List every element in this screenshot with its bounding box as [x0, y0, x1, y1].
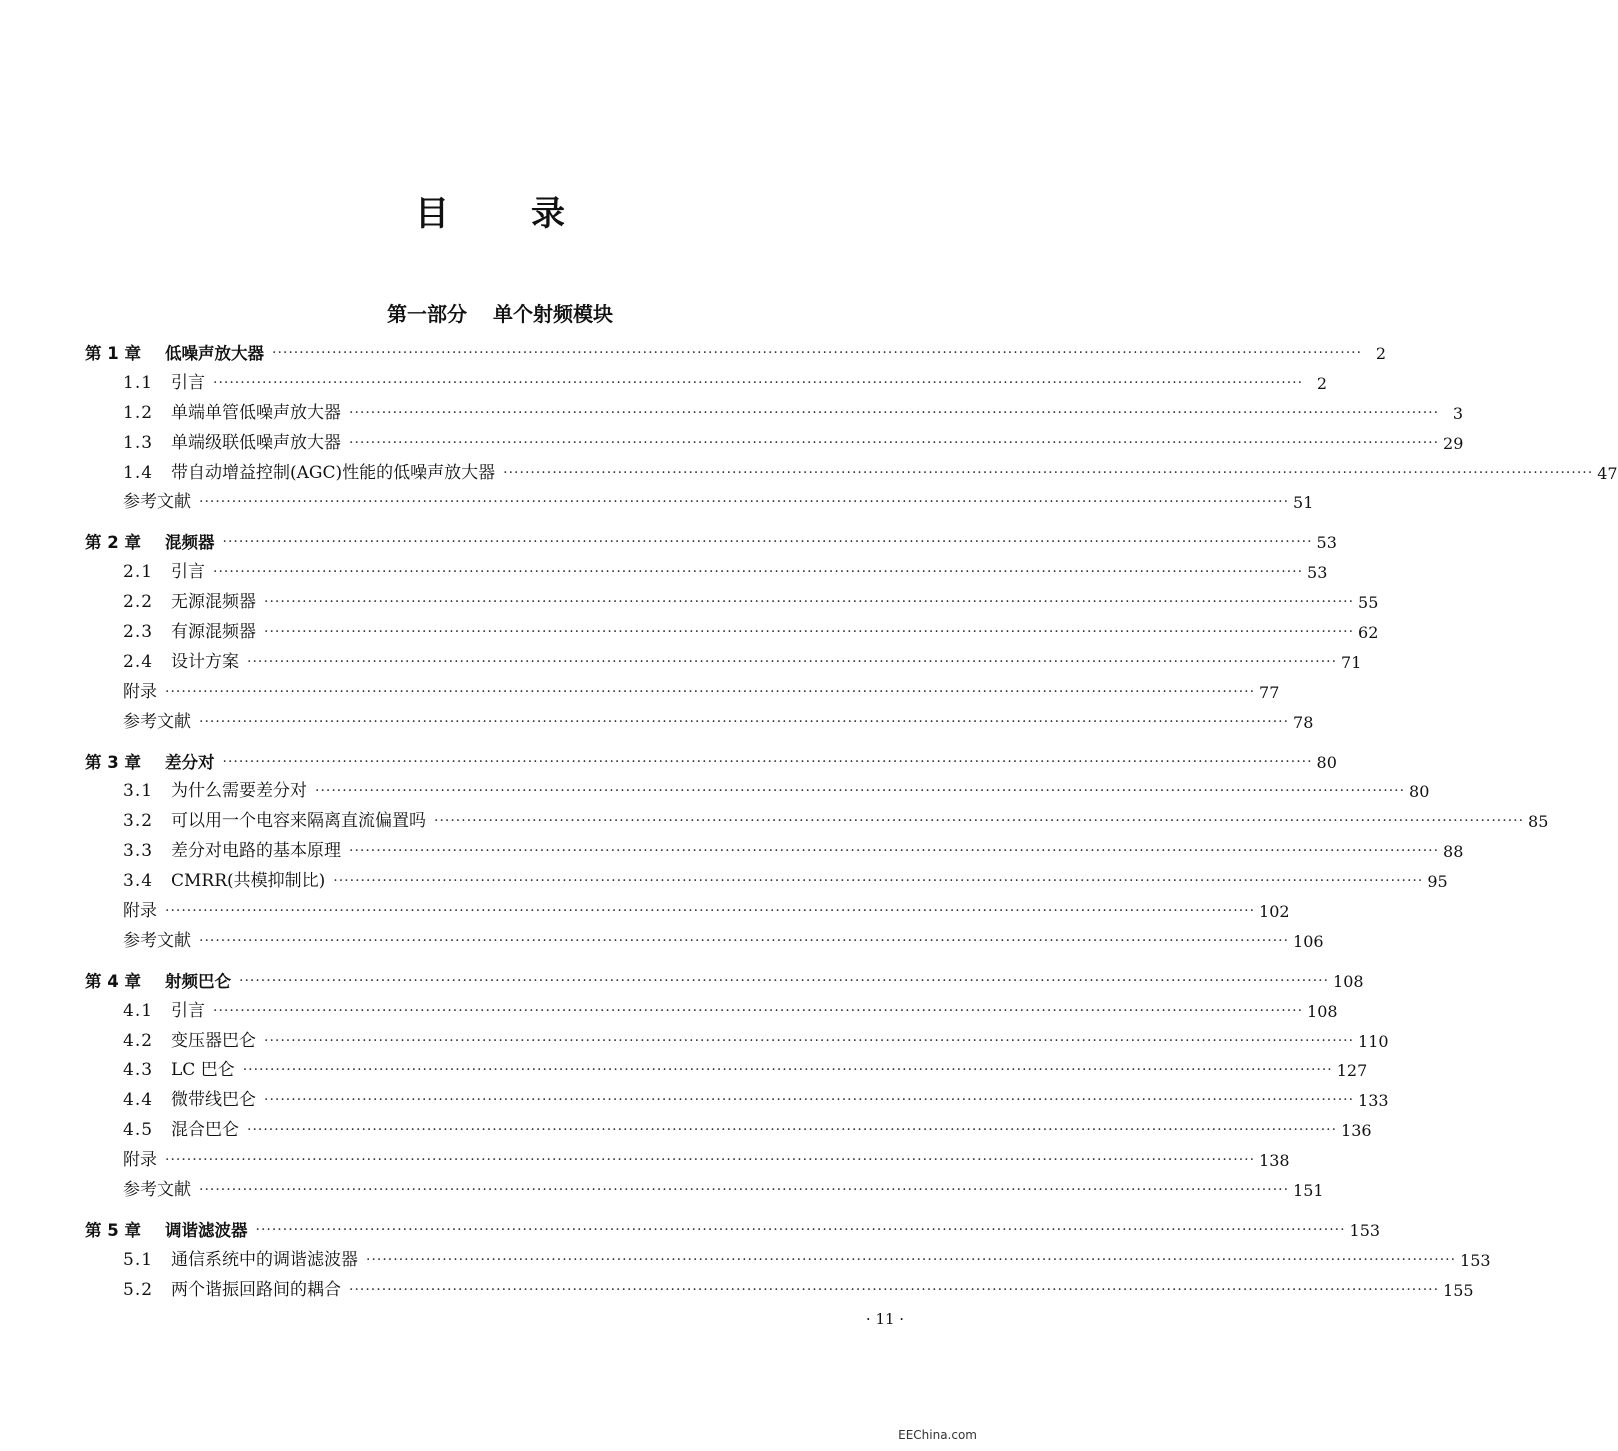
toc-entry-page: 85 — [1528, 812, 1549, 832]
toc-entry-title: 单端级联低噪声放大器 — [171, 432, 341, 453]
toc-entry-page: 133 — [1358, 1091, 1389, 1111]
toc-dot-leader: ········································································································································································································ — [255, 1221, 1346, 1238]
toc-dot-leader: ········································································································································································································ — [222, 753, 1313, 770]
toc-dot-leader: ········································································································································································································ — [349, 843, 1440, 860]
toc-entry-page: 53 — [1307, 563, 1328, 583]
toc-dot-leader: ········································································································································································································ — [199, 1182, 1290, 1199]
toc-entry-row[interactable] — [85, 708, 1314, 738]
toc-entry-row[interactable] — [85, 488, 1314, 518]
toc-entry-title: 变压器巴仑 — [171, 1030, 256, 1051]
toc-dot-leader: ········································································································································································································ — [213, 564, 1304, 581]
page-number: · 11 · — [865, 1310, 905, 1328]
toc-dot-leader: ········································································································································································································ — [247, 653, 1338, 670]
toc-entry-row[interactable] — [85, 897, 1290, 927]
toc-entry-page: 71 — [1341, 652, 1362, 672]
toc-entry-row[interactable] — [85, 777, 1430, 807]
toc-entry-number: 3.4 — [123, 871, 154, 892]
toc-entry-page: 95 — [1427, 872, 1448, 892]
toc-entry-row[interactable] — [85, 997, 1338, 1027]
table-of-contents — [85, 339, 1618, 1306]
toc-entry-page: 2 — [1375, 343, 1387, 363]
toc-dot-leader: ········································································································································································································ — [239, 972, 1330, 989]
toc-entry-row[interactable] — [85, 927, 1324, 957]
toc-entry-number: 第 4 章 — [85, 971, 141, 991]
toc-entry-page: 77 — [1259, 682, 1280, 702]
toc-dot-leader: ········································································································································································································ — [264, 1092, 1355, 1109]
toc-entry-number: 4.4 — [123, 1090, 154, 1111]
toc-chapter-row[interactable] — [85, 748, 1337, 778]
toc-entry-page: 151 — [1293, 1181, 1324, 1201]
toc-entry-title: 附录 — [123, 681, 157, 702]
toc-entry-title: 参考文献 — [123, 1180, 191, 1201]
toc-dot-leader: ········································································································································································································ — [272, 344, 1363, 361]
toc-entry-title: 设计方案 — [171, 651, 239, 672]
toc-dot-leader: ········································································································································································································ — [213, 374, 1304, 391]
toc-entry-row[interactable] — [85, 1056, 1368, 1086]
toc-entry-title: 调谐滤波器 — [165, 1220, 248, 1240]
toc-entry-number: 3.1 — [123, 781, 154, 802]
toc-entry-row[interactable] — [85, 369, 1328, 399]
toc-entry-number: 1.4 — [123, 462, 154, 483]
toc-entry-page: 153 — [1460, 1250, 1491, 1270]
toc-entry-row[interactable] — [85, 678, 1280, 708]
page-title-char-2: 录 — [531, 194, 567, 234]
toc-entry-title: 参考文献 — [123, 711, 191, 732]
toc-dot-leader: ········································································································································································································ — [349, 434, 1440, 451]
toc-entry-row[interactable] — [85, 558, 1328, 588]
toc-entry-title: 低噪声放大器 — [165, 343, 264, 363]
toc-entry-title: 混频器 — [165, 533, 215, 553]
toc-entry-title: 微带线巴仑 — [171, 1090, 256, 1111]
toc-chapter-row[interactable] — [85, 1216, 1381, 1246]
toc-entry-row[interactable] — [85, 1116, 1372, 1146]
toc-dot-leader: ········································································································································································································ — [264, 624, 1355, 640]
toc-entry-number: 2.2 — [123, 592, 154, 613]
toc-entry-row[interactable] — [85, 1276, 1474, 1306]
page-title — [0, 186, 982, 235]
toc-entry-number: 4.3 — [123, 1060, 154, 1081]
toc-entry-page: 110 — [1358, 1031, 1389, 1051]
toc-entry-page: 51 — [1293, 493, 1314, 513]
toc-entry-row[interactable] — [85, 588, 1379, 618]
toc-dot-leader: ········································································································································································································ — [503, 464, 1594, 481]
toc-chapter-row[interactable] — [85, 339, 1387, 369]
toc-dot-leader: ········································································································································································································ — [165, 903, 1256, 920]
toc-entry-page: 29 — [1443, 433, 1464, 453]
toc-entry-page: 80 — [1316, 752, 1337, 772]
toc-entry-row[interactable] — [85, 1176, 1324, 1206]
toc-entry-title: LC 巴仑 — [171, 1060, 235, 1081]
toc-chapter-row[interactable] — [85, 967, 1364, 997]
toc-entry-number: 2.4 — [123, 651, 154, 672]
toc-entry-page: 138 — [1259, 1151, 1290, 1171]
toc-entry-page: 155 — [1443, 1280, 1474, 1300]
page-title-char-1: 目 — [415, 194, 451, 234]
toc-entry-title: CMRR(共模抑制比) — [171, 871, 326, 892]
toc-entry-row[interactable] — [85, 429, 1464, 459]
toc-entry-number: 2.3 — [123, 622, 154, 642]
toc-entry-page: 55 — [1358, 593, 1379, 613]
toc-entry-title: 射频巴仑 — [165, 971, 231, 991]
part-label: 第一部分 — [387, 302, 467, 326]
toc-entry-page: 108 — [1307, 1001, 1338, 1021]
toc-entry-title: 引言 — [171, 372, 205, 393]
toc-entry-row[interactable] — [85, 618, 1379, 648]
toc-entry-title: 混合巴仑 — [171, 1120, 239, 1141]
toc-entry-row[interactable] — [85, 837, 1464, 867]
toc-dot-leader: ········································································································································································································ — [264, 594, 1355, 611]
toc-entry-title: 两个谐振回路间的耦合 — [171, 1279, 341, 1300]
toc-entry-number: 第 5 章 — [85, 1220, 141, 1240]
toc-dot-leader: ········································································································································································································ — [165, 683, 1256, 700]
toc-entry-number: 3.3 — [123, 841, 154, 862]
toc-entry-row[interactable] — [85, 867, 1448, 897]
toc-entry-number: 4.1 — [123, 1000, 154, 1021]
toc-dot-leader: ········································································································································································································ — [199, 494, 1290, 511]
toc-entry-number: 3.2 — [123, 811, 154, 832]
toc-entry-title: 无源混频器 — [171, 592, 256, 613]
toc-entry-number: 4.5 — [123, 1120, 154, 1141]
toc-entry-page: 53 — [1316, 533, 1337, 553]
toc-entry-row[interactable] — [85, 807, 1549, 837]
toc-entry-page: 62 — [1358, 623, 1379, 642]
toc-entry-title: 差分对 — [165, 752, 215, 772]
toc-entry-title: 引言 — [171, 562, 205, 583]
toc-entry-row[interactable] — [85, 1146, 1290, 1176]
toc-entry-title: 差分对电路的基本原理 — [171, 841, 341, 862]
toc-entry-title: 可以用一个电容来隔离直流偏置吗 — [171, 811, 426, 832]
toc-entry-page: 106 — [1293, 931, 1324, 951]
toc-entry-number: 5.2 — [123, 1279, 154, 1300]
toc-entry-page: 80 — [1409, 782, 1430, 802]
toc-entry-number: 第 1 章 — [85, 343, 141, 363]
toc-entry-title: 有源混频器 — [171, 622, 256, 642]
toc-entry-title: 通信系统中的调谐滤波器 — [171, 1249, 358, 1270]
toc-entry-number: 第 2 章 — [85, 533, 141, 553]
toc-dot-leader: ········································································································································································································ — [264, 1032, 1355, 1049]
toc-entry-page: 47 — [1597, 463, 1618, 483]
toc-entry-page: 2 — [1316, 373, 1328, 393]
toc-entry-title: 附录 — [123, 901, 157, 922]
toc-entry-row[interactable] — [85, 1086, 1389, 1116]
toc-entry-title: 引言 — [171, 1000, 205, 1021]
toc-entry-number: 1.1 — [123, 372, 154, 393]
toc-dot-leader: ········································································································································································································ — [434, 813, 1525, 830]
toc-entry-page: 102 — [1259, 902, 1290, 922]
toc-entry-title: 参考文献 — [123, 492, 191, 513]
toc-entry-row[interactable] — [85, 1246, 1491, 1276]
toc-entry-page: 88 — [1443, 842, 1464, 862]
toc-dot-leader: ········································································································································································································ — [333, 873, 1424, 890]
toc-entry-number: 1.2 — [123, 402, 154, 423]
toc-entry-number: 1.3 — [123, 432, 154, 453]
toc-entry-number: 第 3 章 — [85, 752, 141, 772]
toc-entry-page: 78 — [1293, 712, 1314, 732]
toc-entry-page: 3 — [1452, 403, 1464, 423]
toc-chapter-row[interactable] — [85, 528, 1337, 558]
toc-dot-leader: ········································································································································································································ — [165, 1152, 1256, 1169]
toc-entry-title: 单端单管低噪声放大器 — [171, 402, 341, 423]
toc-entry-title: 带自动增益控制(AGC)性能的低噪声放大器 — [171, 462, 496, 483]
part-title — [0, 298, 1000, 327]
toc-dot-leader: ········································································································································································································ — [349, 404, 1440, 421]
toc-entry-page: 153 — [1349, 1220, 1381, 1240]
toc-entry-row[interactable] — [85, 648, 1362, 678]
toc-dot-leader: ········································································································································································································ — [247, 1122, 1338, 1139]
toc-dot-leader: ········································································································································································································ — [199, 932, 1290, 949]
toc-entry-title: 为什么需要差分对 — [171, 781, 307, 802]
toc-entry-number: 2.1 — [123, 562, 154, 583]
watermark: EEChina.com — [898, 1428, 977, 1442]
part-name: 单个射频模块 — [493, 302, 613, 326]
toc-entry-row[interactable] — [85, 1027, 1389, 1057]
toc-dot-leader: ········································································································································································································ — [315, 783, 1406, 800]
toc-entry-title: 参考文献 — [123, 930, 191, 951]
toc-dot-leader: ········································································································································································································ — [213, 1002, 1304, 1019]
toc-dot-leader: ········································································································································································································ — [242, 1062, 1333, 1079]
toc-entry-row[interactable] — [85, 459, 1618, 489]
toc-dot-leader: ········································································································································································································ — [199, 713, 1290, 730]
toc-entry-page: 108 — [1333, 971, 1364, 991]
toc-dot-leader: ········································································································································································································ — [349, 1281, 1440, 1298]
toc-entry-title: 附录 — [123, 1150, 157, 1171]
toc-entry-page: 127 — [1336, 1061, 1368, 1081]
toc-entry-number: 4.2 — [123, 1030, 154, 1051]
toc-entry-row[interactable] — [85, 399, 1464, 429]
toc-dot-leader: ········································································································································································································ — [366, 1251, 1457, 1268]
toc-dot-leader: ········································································································································································································ — [222, 534, 1313, 551]
toc-entry-number: 5.1 — [123, 1249, 154, 1270]
toc-entry-page: 136 — [1341, 1121, 1372, 1141]
